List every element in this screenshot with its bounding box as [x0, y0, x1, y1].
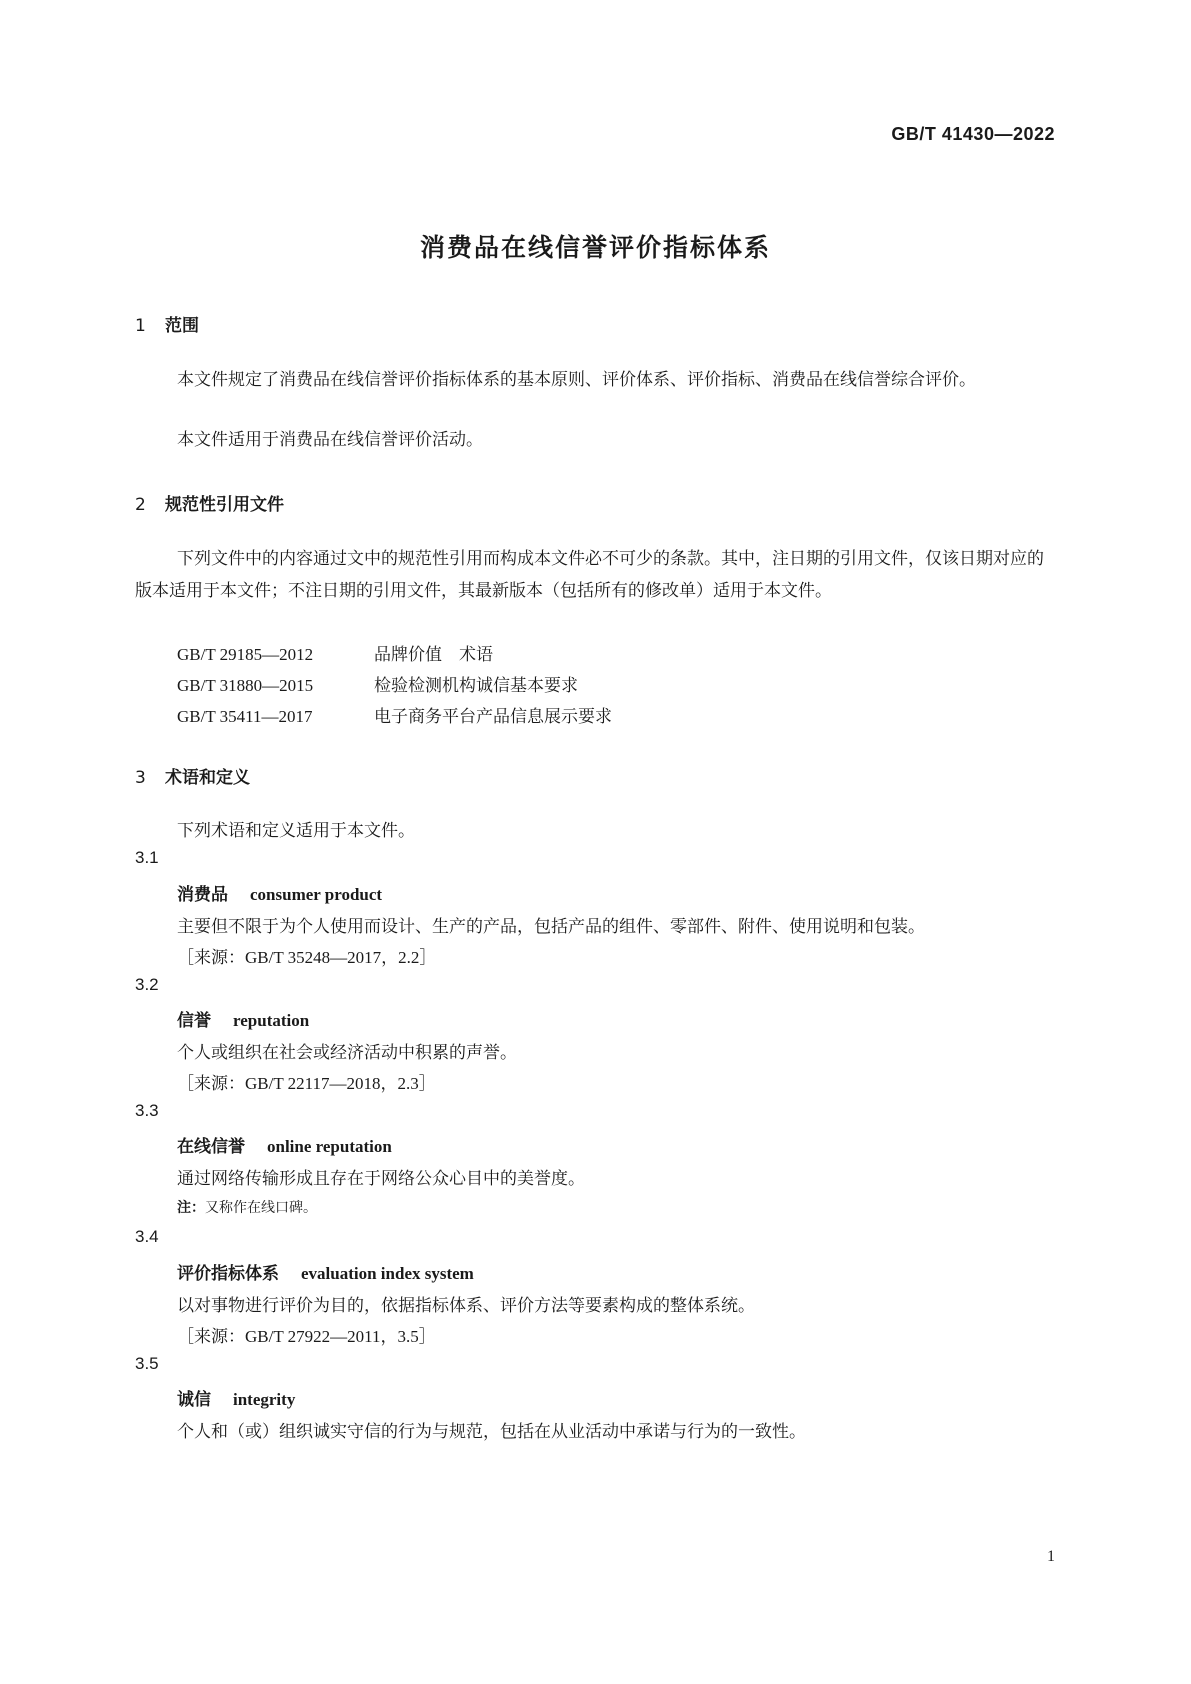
term-en: online reputation	[267, 1137, 392, 1156]
reference-title: 检验检测机构诚信基本要求	[374, 676, 578, 696]
section-number: 3	[135, 768, 146, 788]
section-title: 范围	[165, 316, 199, 336]
standard-code: GB/T 41430—2022	[891, 124, 1055, 144]
term-definition: 通过网络传输形成且存在于网络公众心目中的美誉度。	[177, 1169, 585, 1189]
section-2-heading	[135, 490, 284, 515]
term-heading	[177, 1385, 295, 1410]
normative-reference	[177, 702, 612, 727]
section-2-paragraph-1: 下列文件中的内容通过文中的规范性引用而构成本文件必不可少的条款。其中，注日期的引用文件，仅该日期对应的版本适用于本文件；不注日期的引用文件，其最新版本（包括所有的修改单）适用于本文件。	[135, 549, 1044, 601]
term-source: ［来源：GB/T 27922—2011，3.5］	[177, 1327, 436, 1346]
term-definition: 个人和（或）组织诚实守信的行为与规范，包括在从业活动中承诺与行为的一致性。	[177, 1422, 806, 1442]
reference-title: 电子商务平台产品信息展示要求	[374, 707, 612, 727]
term-definition: 个人或组织在社会或经济活动中积累的声誉。	[177, 1043, 517, 1063]
section-title: 术语和定义	[165, 768, 250, 788]
section-1-paragraph-1: 本文件规定了消费品在线信誉评价指标体系的基本原则、评价体系、评价指标、消费品在线信誉综合评价。	[177, 370, 976, 390]
section-3-heading	[135, 763, 250, 788]
term-source: ［来源：GB/T 22117—2018，2.3］	[177, 1074, 436, 1093]
term-definition: 以对事物进行评价为目的，依据指标体系、评价方法等要素构成的整体系统。	[177, 1296, 755, 1316]
term-en: evaluation index system	[301, 1264, 474, 1283]
term-note	[177, 1197, 317, 1217]
normative-reference	[177, 640, 493, 665]
section-1-paragraph-2: 本文件适用于消费品在线信誉评价活动。	[177, 430, 483, 450]
term-zh: 在线信誉	[177, 1137, 245, 1157]
term-zh: 评价指标体系	[177, 1264, 279, 1284]
term-zh: 诚信	[177, 1390, 211, 1410]
term-heading	[177, 1259, 474, 1284]
document-title: 消费品在线信誉评价指标体系	[419, 233, 771, 262]
term-source: ［来源：GB/T 35248—2017，2.2］	[177, 948, 437, 967]
term-zh: 消费品	[177, 885, 228, 905]
section-number: 2	[135, 495, 146, 515]
section-title: 规范性引用文件	[165, 495, 284, 515]
reference-code: GB/T 35411—2017	[177, 707, 313, 726]
term-heading	[177, 880, 382, 905]
term-en: integrity	[233, 1390, 296, 1409]
normative-reference	[177, 671, 578, 696]
term-zh: 信誉	[177, 1011, 211, 1031]
reference-title: 品牌价值 术语	[374, 645, 493, 665]
reference-code: GB/T 29185—2012	[177, 645, 314, 664]
term-definition: 主要但不限于为个人使用而设计、生产的产品，包括产品的组件、零部件、附件、使用说明和包装。	[177, 917, 925, 937]
note-text: 又称作在线口碑。	[205, 1200, 317, 1216]
term-number: 3.5	[135, 1354, 159, 1373]
term-number: 3.1	[135, 848, 159, 867]
term-number: 3.4	[135, 1227, 159, 1246]
section-1-heading	[135, 311, 199, 336]
section-number: 1	[135, 316, 146, 336]
reference-code: GB/T 31880—2015	[177, 676, 314, 695]
section-3-intro: 下列术语和定义适用于本文件。	[177, 821, 415, 841]
term-heading	[177, 1132, 392, 1157]
page-number: 1	[1047, 1548, 1055, 1565]
term-heading	[177, 1006, 309, 1031]
term-number: 3.3	[135, 1101, 159, 1120]
term-en: consumer product	[250, 885, 383, 904]
term-number: 3.2	[135, 975, 159, 994]
note-label: 注：	[177, 1200, 205, 1216]
term-en: reputation	[233, 1011, 310, 1030]
